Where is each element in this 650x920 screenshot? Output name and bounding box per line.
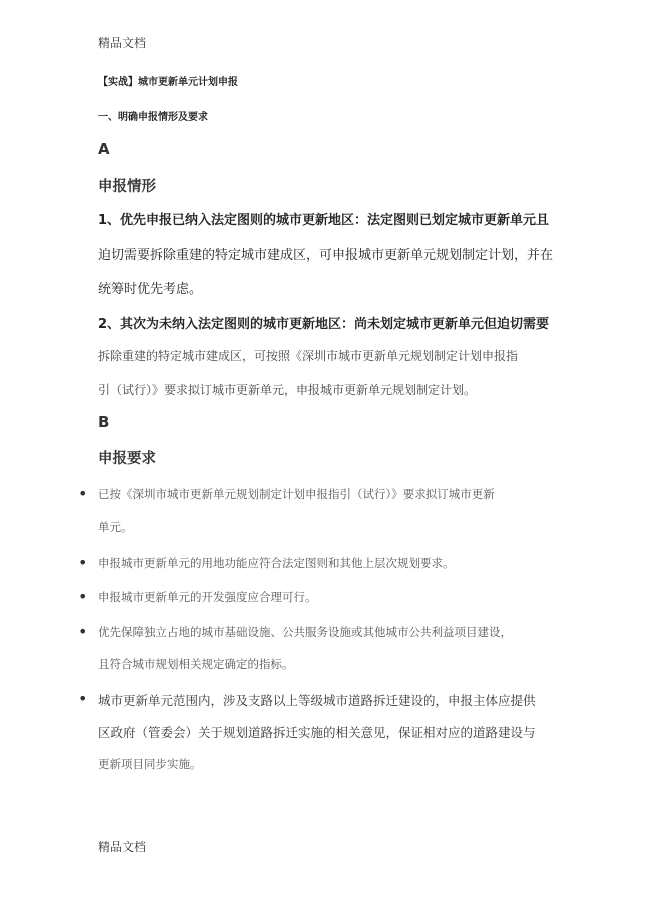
- bullet5-line1: 城市更新单元范围内，涉及支路以上等级城市道路拆迁建设的，申报主体应提供: [98, 693, 536, 708]
- part-a-letter: A: [98, 140, 110, 158]
- bullet4-line1: 优先保障独立占地的城市基础设施、公共服务设施或其他城市公共利益项目建设，: [98, 625, 512, 639]
- page-footer: 精品文档: [98, 840, 147, 854]
- bullet-dot-icon: •: [78, 689, 88, 708]
- bullet5-line3: 更新项目同步实施。: [98, 757, 202, 771]
- bullet2-line1: 申报城市更新单元的用地功能应符合法定图则和其他上层次规划要求。: [98, 556, 455, 570]
- item2-line2: 拆除重建的特定城市建成区，可按照《深圳市城市更新单元规划制定计划申报指: [98, 349, 519, 363]
- item1-line2: 迫切需要拆除重建的特定城市建成区，可申报城市更新单元规划制定计划，并在: [98, 248, 554, 263]
- part-a-heading: 申报情形: [98, 179, 156, 195]
- bullet1-line2: 单元。: [98, 520, 133, 534]
- bullet-dot-icon: •: [78, 622, 88, 641]
- item2-line3: 引（试行）》要求拟订城市更新单元，申报城市更新单元规划制定计划。: [98, 383, 477, 397]
- section-heading: 一、明确申报情形及要求: [98, 112, 208, 123]
- item1-line3: 统筹时优先考虑。: [98, 282, 203, 297]
- bullet-dot-icon: •: [78, 553, 88, 572]
- bullet4-line2: 且符合城市规划相关规定确定的指标。: [98, 657, 294, 671]
- bullet3-line1: 申报城市更新单元的开发强度应合理可行。: [98, 590, 317, 604]
- item2-line1: 2、其次为未纳入法定图则的城市更新地区：尚未划定城市更新单元但迫切需要: [98, 317, 550, 332]
- bullet1-line1: 已按《深圳市城市更新单元规划制定计划申报指引（试行）》要求拟订城市更新: [98, 487, 495, 501]
- page-header: 精品文档: [98, 36, 147, 50]
- part-b-heading: 申报要求: [98, 451, 156, 467]
- bullet5-line2: 区政府（管委会）关于规划道路拆迁实施的相关意见，保证相对应的道路建设与: [98, 725, 536, 740]
- document-title: 【实战】城市更新单元计划申报: [98, 77, 238, 88]
- bullet-dot-icon: •: [78, 587, 88, 606]
- item1-line1: 1、优先申报已纳入法定图则的城市更新地区：法定图则已划定城市更新单元且: [98, 213, 550, 228]
- bullet-dot-icon: •: [78, 484, 88, 503]
- part-b-letter: B: [98, 413, 110, 431]
